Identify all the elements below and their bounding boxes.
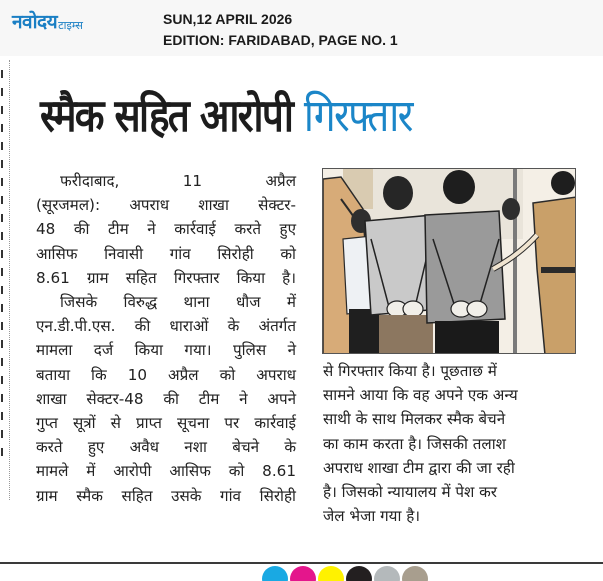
- article-line: 48 की टीम ने कार्रवाई करते हुए: [36, 220, 296, 239]
- tan-swatch-icon: [402, 566, 428, 581]
- article-line: करते हुए अवैध नशा बेचने के: [36, 438, 296, 457]
- article-line: फरीदाबाद, 11 अप्रैल: [60, 172, 296, 190]
- arrest-illustration-image: [322, 168, 576, 354]
- article-line: से गिरफ्तार किया है। पूछताछ में: [323, 362, 497, 380]
- newspaper-logo[interactable]: [12, 13, 83, 32]
- page-bottom-rule: [0, 562, 603, 564]
- article-line: (सूरजमल): अपराध शाखा सेक्टर-: [36, 196, 296, 215]
- article-line: जेल भेजा गया है।: [323, 507, 421, 526]
- logo-sub-text: टाइम्स: [58, 19, 83, 32]
- headline-black-part: स्मैक सहित आरोपी: [40, 89, 293, 142]
- edition-info: [163, 9, 398, 51]
- logo-main-text: नवोदय: [12, 11, 58, 33]
- yellow-swatch-icon: [318, 566, 344, 581]
- article-line: अपराध शाखा टीम द्वारा की जा रही: [323, 458, 515, 477]
- article-line: साथी के साथ मिलकर स्मैक बेचने: [323, 410, 506, 429]
- column-divider: [9, 60, 10, 500]
- print-color-registration-marks: [262, 566, 428, 581]
- article-line: ग्राम स्मैक सहित उसके गांव सिरोही: [36, 486, 296, 505]
- black-swatch-icon: [346, 566, 372, 581]
- gray-swatch-icon: [374, 566, 400, 581]
- newspaper-clipping: [0, 56, 603, 581]
- article-line: मामला दर्ज किया गया। पुलिस ने: [36, 341, 296, 360]
- article-line: जिसके विरुद्ध थाना धौज में: [60, 293, 296, 312]
- adjacent-column-fragment: [0, 60, 8, 500]
- article-right-column: [323, 359, 585, 528]
- handcuffed-men-illustration-icon: [323, 169, 576, 354]
- article-line: 8.61 ग्राम सहित गिरफ्तार किया है।: [36, 268, 296, 287]
- article-line: आसिफ निवासी गांव सिरोही को: [36, 244, 296, 263]
- article-line: का काम करता है। जिसकी तलाश: [323, 434, 506, 453]
- article-line: मामले में आरोपी आसिफ को 8.61: [36, 462, 296, 481]
- cyan-swatch-icon: [262, 566, 288, 581]
- headline-blue-part: गिरफ्तार: [303, 89, 412, 142]
- article-line: है। जिसको न्यायालय में पेश कर: [323, 483, 498, 502]
- article-line: बताया कि 10 अप्रैल को अपराध: [36, 365, 296, 384]
- date-line: SUN,12 APRIL 2026: [163, 11, 293, 27]
- article-left-column: [36, 169, 296, 508]
- article-line: शाखा सेक्टर-48 की टीम ने अपने: [36, 389, 296, 408]
- article-line: गुप्त सूत्रों से प्राप्त सूचना पर कार्रवाई: [36, 414, 296, 433]
- article-line: सामने आया कि वह अपने एक अन्य: [323, 386, 518, 405]
- edition-line: EDITION: FARIDABAD, PAGE NO. 1: [163, 32, 398, 48]
- article-line: एन.डी.पी.एस. की धाराओं के अंतर्गत: [36, 317, 296, 336]
- article-headline: [40, 88, 504, 148]
- magenta-swatch-icon: [290, 566, 316, 581]
- masthead-bar: [0, 0, 603, 56]
